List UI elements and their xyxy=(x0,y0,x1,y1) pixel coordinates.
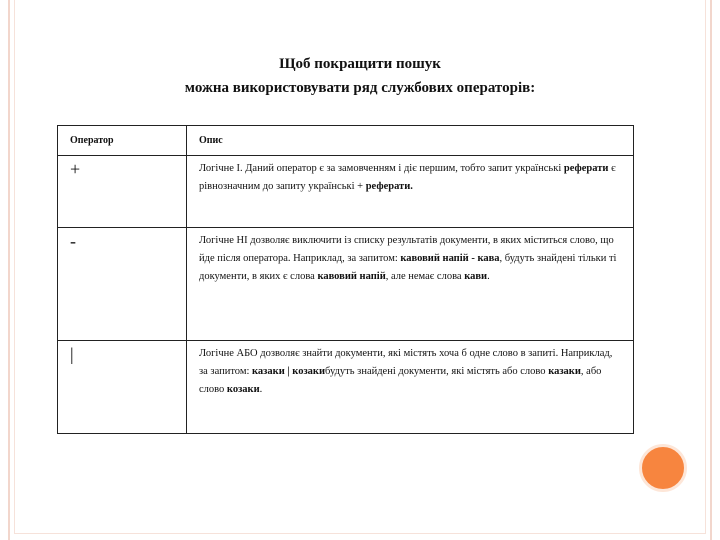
header-operator: Оператор xyxy=(58,126,187,156)
table-row xyxy=(58,156,634,228)
bold-keyword: кави xyxy=(464,271,488,282)
description-cell xyxy=(187,341,634,434)
description-text: Логічне АБО дозволяє знайти документи, які містять хоча б одне слово в запиті. Наприклад, за запитом: xyxy=(199,348,613,377)
bold-keyword: казаки xyxy=(548,366,581,377)
decorative-circle xyxy=(639,444,687,492)
description-text: Логічне НІ дозволяє виключити із списку результатів документи, в яких міститься слово, що йде після оператора. Наприклад, за запитом: xyxy=(199,235,614,264)
description-text: є рівнозначним до запиту українські + xyxy=(199,163,616,192)
operators-table xyxy=(57,125,634,434)
bold-keyword: казаки | козаки xyxy=(252,366,326,377)
operator-cell: + xyxy=(58,156,187,228)
bold-keyword: кавовий напій - кава xyxy=(400,253,500,264)
table-row xyxy=(58,341,634,434)
title-line-1: Щоб покращити пошук xyxy=(279,56,441,72)
description-text: Логічне І. Даний оператор є за замовченням і діє першим, тобто запит українські xyxy=(199,163,564,174)
bold-keyword: реферати. xyxy=(365,181,413,192)
description-text: . xyxy=(259,384,263,395)
bold-keyword: козаки xyxy=(226,384,260,395)
description-text: будуть знайдені документи, які містять або слово xyxy=(325,366,549,377)
bold-keyword: реферати xyxy=(563,163,609,174)
table-header-row xyxy=(58,126,634,156)
description-cell xyxy=(187,228,634,341)
description-text: , але немає слова xyxy=(385,271,465,282)
description-cell xyxy=(187,156,634,228)
description-text: , будуть знайдені тільки ті документи, в яких є слова xyxy=(199,253,617,282)
description-text: , або слово xyxy=(199,366,602,395)
slide-title xyxy=(100,52,620,100)
operator-cell: | xyxy=(58,341,187,434)
bold-keyword: кавовий напій xyxy=(317,271,386,282)
header-description: Опис xyxy=(187,126,634,156)
table-row xyxy=(58,228,634,341)
description-text: . xyxy=(487,271,490,282)
operator-cell: - xyxy=(58,228,187,341)
title-line-2: можна використовувати ряд службових операторів: xyxy=(184,80,536,96)
